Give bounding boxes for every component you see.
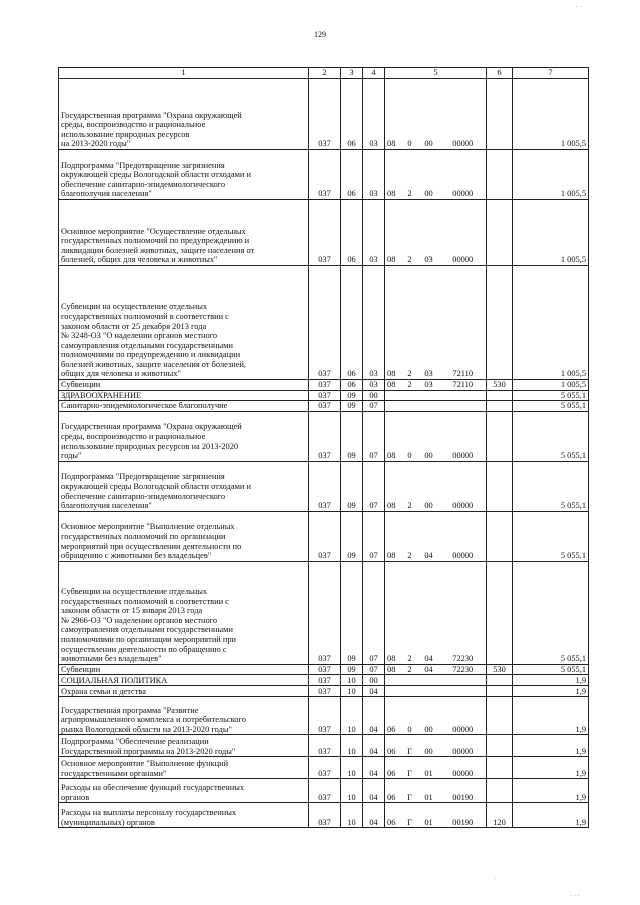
row-amount: 5 055,1: [513, 461, 589, 511]
table-row: [59, 390, 589, 401]
row-expense-type: 120: [487, 803, 513, 828]
row-amount: 5 055,1: [513, 390, 589, 401]
row-subsection: 03: [363, 79, 385, 150]
scan-mark-corner: · · ·: [570, 893, 580, 900]
row-admin-code: 037: [309, 803, 341, 828]
row-admin-code: 037: [309, 697, 341, 735]
row-name: Государственная программа "Охрана окружающей среды, воспроизводство и рациональное использование природных ресурсов на 2013-2020 годы": [59, 411, 309, 461]
row-expense-type: [487, 675, 513, 686]
row-name: Расходы на обеспечение функций государственных органов: [59, 779, 309, 803]
row-amount: 5 055,1: [513, 401, 589, 412]
row-subprogram-code: 0: [402, 697, 418, 735]
row-section: 09: [341, 664, 363, 675]
row-subprogram-code: [402, 390, 418, 401]
row-direction-code: 00190: [440, 779, 487, 803]
row-amount: 1,9: [513, 735, 589, 757]
header-col-7: 7: [513, 68, 589, 79]
row-subprogram-code: 2: [402, 561, 418, 664]
header-col-3: 3: [341, 68, 363, 79]
header-col-2: 2: [309, 68, 341, 79]
row-direction-code: 00000: [440, 461, 487, 511]
row-subprogram-code: 0: [402, 79, 418, 150]
row-section: 09: [341, 411, 363, 461]
row-direction-code: 00000: [440, 79, 487, 150]
row-expense-type: [487, 411, 513, 461]
row-section: 10: [341, 803, 363, 828]
row-event-code: 01: [418, 779, 440, 803]
row-section: 10: [341, 697, 363, 735]
row-section: 10: [341, 675, 363, 686]
row-subprogram-code: 2: [402, 266, 418, 380]
row-admin-code: 037: [309, 390, 341, 401]
header-col-6: 6: [487, 68, 513, 79]
row-section: 10: [341, 779, 363, 803]
row-subprogram-code: 0: [402, 411, 418, 461]
scan-mark-top: · ·: [576, 4, 582, 11]
row-name: ЗДРАВООХРАНЕНИЕ: [59, 390, 309, 401]
row-section: 09: [341, 390, 363, 401]
row-direction-code: 00000: [440, 697, 487, 735]
row-subsection: 07: [363, 411, 385, 461]
row-expense-type: 530: [487, 380, 513, 391]
row-amount: 5 055,1: [513, 664, 589, 675]
row-section: 09: [341, 401, 363, 412]
row-expense-type: [487, 757, 513, 779]
row-subprogram-code: Г: [402, 735, 418, 757]
row-admin-code: 037: [309, 735, 341, 757]
row-admin-code: 037: [309, 401, 341, 412]
table-row: [59, 150, 589, 200]
row-program-code: 08: [385, 411, 402, 461]
scan-mark-bottom: ·: [494, 876, 496, 883]
row-section: 10: [341, 757, 363, 779]
row-expense-type: [487, 511, 513, 561]
row-name: Подпрограмма "Предотвращение загрязнения окружающей среды Вологодской области отходами и обеспечение санитарно-эпидемиологического благополучия населения": [59, 150, 309, 200]
row-expense-type: [487, 150, 513, 200]
row-admin-code: 037: [309, 461, 341, 511]
row-section: 10: [341, 686, 363, 697]
row-amount: 5 055,1: [513, 411, 589, 461]
row-program-code: 06: [385, 779, 402, 803]
row-subprogram-code: 2: [402, 461, 418, 511]
row-amount: 1 005,5: [513, 266, 589, 380]
table-header-row: [59, 68, 589, 79]
row-program-code: 08: [385, 79, 402, 150]
row-name: Санитарно-эпидемиологическое благополучие: [59, 401, 309, 412]
row-admin-code: 037: [309, 511, 341, 561]
row-direction-code: 00000: [440, 150, 487, 200]
row-program-code: 08: [385, 150, 402, 200]
row-expense-type: [487, 779, 513, 803]
row-admin-code: 037: [309, 757, 341, 779]
row-subprogram-code: Г: [402, 779, 418, 803]
table-row: [59, 200, 589, 266]
row-event-code: 03: [418, 200, 440, 266]
header-col-1: 1: [59, 68, 309, 79]
row-program-code: 06: [385, 803, 402, 828]
table-row: [59, 401, 589, 412]
row-subsection: 07: [363, 561, 385, 664]
row-event-code: [418, 686, 440, 697]
row-event-code: 03: [418, 380, 440, 391]
row-direction-code: [440, 675, 487, 686]
row-subsection: 04: [363, 735, 385, 757]
row-admin-code: 037: [309, 411, 341, 461]
row-expense-type: 530: [487, 664, 513, 675]
row-expense-type: [487, 200, 513, 266]
row-direction-code: 00000: [440, 757, 487, 779]
row-section: 06: [341, 200, 363, 266]
row-event-code: 00: [418, 411, 440, 461]
header-col-4: 4: [363, 68, 385, 79]
row-subsection: 04: [363, 697, 385, 735]
table-row: [59, 411, 589, 461]
row-program-code: 08: [385, 380, 402, 391]
row-program-code: 08: [385, 461, 402, 511]
row-event-code: 04: [418, 561, 440, 664]
row-amount: 1,9: [513, 686, 589, 697]
row-admin-code: 037: [309, 150, 341, 200]
table-row: [59, 380, 589, 391]
row-direction-code: 00000: [440, 411, 487, 461]
row-amount: 1 005,5: [513, 380, 589, 391]
budget-table: [58, 67, 589, 828]
row-subsection: 03: [363, 380, 385, 391]
row-name: Подпрограмма "Обеспечение реализации Государственной программы на 2013-2020 годы": [59, 735, 309, 757]
row-subsection: 07: [363, 664, 385, 675]
row-section: 06: [341, 79, 363, 150]
row-direction-code: [440, 686, 487, 697]
row-event-code: [418, 390, 440, 401]
row-event-code: 00: [418, 735, 440, 757]
row-section: 06: [341, 380, 363, 391]
row-name: Субвенции: [59, 664, 309, 675]
row-program-code: 06: [385, 697, 402, 735]
table-row: [59, 511, 589, 561]
row-name: СОЦИАЛЬНАЯ ПОЛИТИКА: [59, 675, 309, 686]
table-row: [59, 664, 589, 675]
row-direction-code: 00000: [440, 200, 487, 266]
row-expense-type: [487, 561, 513, 664]
row-subsection: 03: [363, 266, 385, 380]
row-direction-code: 00000: [440, 735, 487, 757]
row-subprogram-code: 2: [402, 511, 418, 561]
row-name: Основное мероприятие "Осуществление отдельных государственных полномочий по предупреждению и ликвидации болезней животных, защите населения от болезней, общих для человека и животных": [59, 200, 309, 266]
row-program-code: 08: [385, 200, 402, 266]
row-name: Подпрограмма "Предотвращение загрязнения окружающей среды Вологодской области отходами и обеспечение санитарно-эпидемиологического благополучия населения": [59, 461, 309, 511]
row-section: 06: [341, 150, 363, 200]
row-name: Субвенции на осуществление отдельных государственных полномочий в соответствии с законом области от 25 декабря 2013 года № 3248-ОЗ "О наделении органов местного самоуправления отдельными государственными полномочиями по предупреждению и ликвидации болезней животных, защите населения от болезней, общих для человека и животных": [59, 266, 309, 380]
row-admin-code: 037: [309, 380, 341, 391]
row-subprogram-code: [402, 686, 418, 697]
row-amount: 1,9: [513, 779, 589, 803]
table-row: [59, 675, 589, 686]
row-name: Субвенции: [59, 380, 309, 391]
row-expense-type: [487, 79, 513, 150]
row-expense-type: [487, 735, 513, 757]
row-section: 06: [341, 266, 363, 380]
table-row: [59, 686, 589, 697]
row-direction-code: 72230: [440, 561, 487, 664]
row-event-code: 00: [418, 79, 440, 150]
row-subsection: 03: [363, 200, 385, 266]
row-event-code: 04: [418, 664, 440, 675]
row-event-code: [418, 675, 440, 686]
row-admin-code: 037: [309, 266, 341, 380]
row-direction-code: 00000: [440, 511, 487, 561]
row-admin-code: 037: [309, 79, 341, 150]
row-direction-code: 00190: [440, 803, 487, 828]
row-admin-code: 037: [309, 675, 341, 686]
row-direction-code: 72110: [440, 266, 487, 380]
table-row: [59, 266, 589, 380]
row-amount: 5 055,1: [513, 511, 589, 561]
table-row: [59, 561, 589, 664]
row-program-code: [385, 390, 402, 401]
row-subprogram-code: 2: [402, 664, 418, 675]
row-subsection: 04: [363, 803, 385, 828]
row-admin-code: 037: [309, 664, 341, 675]
row-amount: 1,9: [513, 675, 589, 686]
row-subprogram-code: [402, 401, 418, 412]
row-subprogram-code: [402, 675, 418, 686]
row-program-code: [385, 401, 402, 412]
row-event-code: 00: [418, 697, 440, 735]
row-program-code: 06: [385, 735, 402, 757]
row-program-code: 06: [385, 757, 402, 779]
row-event-code: 01: [418, 803, 440, 828]
table-row: [59, 697, 589, 735]
row-subsection: 04: [363, 686, 385, 697]
row-subsection: 04: [363, 757, 385, 779]
row-admin-code: 037: [309, 200, 341, 266]
row-subsection: 07: [363, 511, 385, 561]
row-name: Государственная программа "Развитие агропромышленного комплекса и потребительского рынка Вологодской области на 2013-2020 годы": [59, 697, 309, 735]
row-expense-type: [487, 461, 513, 511]
row-subprogram-code: Г: [402, 803, 418, 828]
row-subprogram-code: 2: [402, 200, 418, 266]
row-amount: 5 055,1: [513, 561, 589, 664]
row-direction-code: [440, 401, 487, 412]
row-name: Расходы на выплаты персоналу государственных (муниципальных) органов: [59, 803, 309, 828]
row-direction-code: 72230: [440, 664, 487, 675]
row-program-code: 08: [385, 266, 402, 380]
row-subprogram-code: Г: [402, 757, 418, 779]
row-subprogram-code: 2: [402, 150, 418, 200]
row-event-code: 01: [418, 757, 440, 779]
row-expense-type: [487, 401, 513, 412]
row-subprogram-code: 2: [402, 380, 418, 391]
row-name: Основное мероприятие "Выполнение функций государственными органами": [59, 757, 309, 779]
row-event-code: [418, 401, 440, 412]
row-amount: 1 005,5: [513, 79, 589, 150]
table-row: [59, 461, 589, 511]
row-expense-type: [487, 697, 513, 735]
row-name: Субвенции на осуществление отдельных государственных полномочий в соответствии с законом области от 15 января 2013 года № 2966-ОЗ "О наделении органов местного самоуправления отдельными государственными полномочиями по организации мероприятий при осуществлении деятельности по обращению с животными без владельцев": [59, 561, 309, 664]
row-program-code: [385, 686, 402, 697]
row-program-code: 08: [385, 561, 402, 664]
row-section: 09: [341, 561, 363, 664]
row-program-code: 08: [385, 511, 402, 561]
row-amount: 1,9: [513, 757, 589, 779]
table-row: [59, 735, 589, 757]
row-amount: 1,9: [513, 803, 589, 828]
row-section: 10: [341, 735, 363, 757]
row-event-code: 03: [418, 266, 440, 380]
row-program-code: 08: [385, 664, 402, 675]
row-expense-type: [487, 390, 513, 401]
row-event-code: 00: [418, 150, 440, 200]
row-subsection: 03: [363, 150, 385, 200]
row-expense-type: [487, 266, 513, 380]
row-subsection: 07: [363, 401, 385, 412]
row-admin-code: 037: [309, 561, 341, 664]
row-section: 09: [341, 511, 363, 561]
row-subsection: 00: [363, 390, 385, 401]
row-admin-code: 037: [309, 779, 341, 803]
row-section: 09: [341, 461, 363, 511]
header-col-5: 5: [385, 68, 487, 79]
row-subsection: 07: [363, 461, 385, 511]
row-name: Основное мероприятие "Выполнение отдельных государственных полномочий по организации мероприятий при осуществлении деятельности по обращению с животными без владельцев": [59, 511, 309, 561]
row-program-code: [385, 675, 402, 686]
page-number: 129: [314, 30, 326, 39]
row-amount: 1 005,5: [513, 200, 589, 266]
row-admin-code: 037: [309, 686, 341, 697]
row-name: Охрана семьи и детства: [59, 686, 309, 697]
table-row: [59, 79, 589, 150]
row-direction-code: [440, 390, 487, 401]
row-event-code: 04: [418, 511, 440, 561]
table-row: [59, 757, 589, 779]
table-row: [59, 803, 589, 828]
table-row: [59, 779, 589, 803]
row-amount: 1 005,5: [513, 150, 589, 200]
row-subsection: 04: [363, 779, 385, 803]
row-expense-type: [487, 686, 513, 697]
row-subsection: 00: [363, 675, 385, 686]
row-event-code: 00: [418, 461, 440, 511]
row-name: Государственная программа "Охрана окружающей среды, воспроизводство и рациональное использование природных ресурсов на 2013-2020 годы": [59, 79, 309, 150]
row-amount: 1,9: [513, 697, 589, 735]
row-direction-code: 72110: [440, 380, 487, 391]
